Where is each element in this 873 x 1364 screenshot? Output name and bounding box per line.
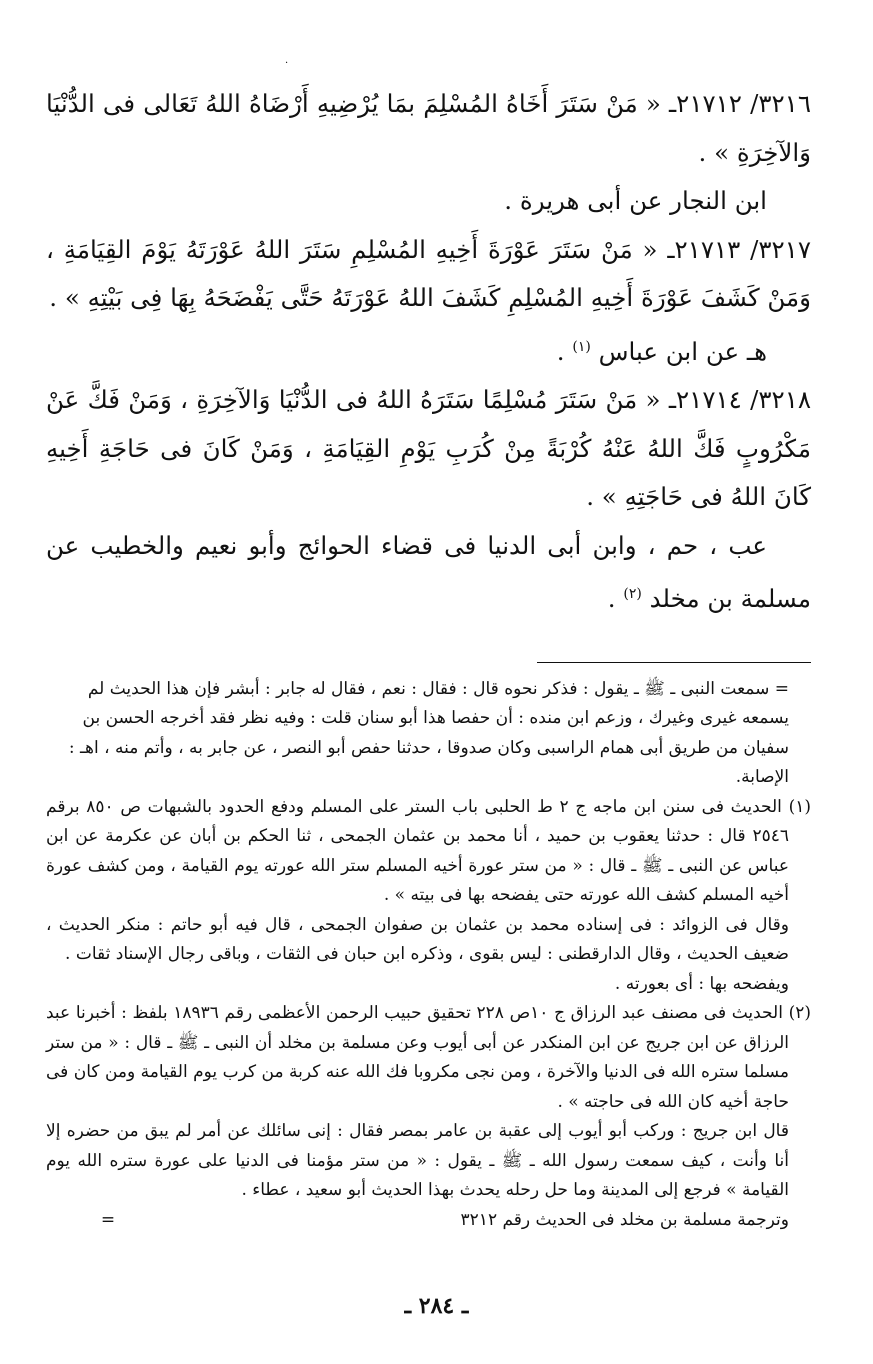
hadith-3216: [46, 80, 811, 226]
footnote-2-main: (٢) الحديث فى مصنف عبد الرزاق ج ١٠ص ٢٢٨ تحقيق حبيب الرحمن الأعظمى رقم ١٨٩٣٦ بلفظ : أخبرنا عبد الرزاق عن ابن جريج عن ابن المنكدر عن أبى أيوب وعن مسلمة بن مخلد أن النبى ـ ﷺ ـ قال : « من ستر مسلما ستره الله فى الدنيا والآخرة ، ومن نجى مكروبا فك الله عنه كربة من كرب يوم القيامة ومن كان فى حاجة أخيه كان الله فى حاجته » .: [46, 1003, 811, 1112]
hadith-source: [46, 323, 811, 377]
footnote-1-gloss: ويفضحه بها : أى بعورته .: [614, 973, 789, 994]
hadith-section: [46, 80, 811, 624]
footnote-1-main: (١) الحديث فى سنن ابن ماجه ج ٢ ط الحلبى باب الستر على المسلم ودفع الحدود بالشبهات ص ٨٥٠ برقم ٢٥٤٦ قال : حدثنا يعقوب بن حميد ، أنا محمد بن عثمان الجمحى ، ثنا الحكم بن أبان عن عكرمة عن ابن عباس عن النبى ـ ﷺ ـ قال : « من ستر عورة أخيه المسلم ستر الله عورته يوم القيامة ، ومن كشف عورة أخيه المسلم كشف الله عورته حتى يفضحه بها فى بيته » .: [46, 796, 811, 905]
hadith-source-text: عب ، حم ، وابن أبى الدنيا فى قضاء الحوائج وأبو نعيم والخطيب عن مسلمة بن مخلد: [46, 530, 811, 613]
footnotes: [46, 675, 811, 1236]
footnote-2-reference-text: وترجمة مسلمة بن مخلد فى الحديث رقم ٣٢١٢: [460, 1209, 789, 1230]
hadith-source: [46, 522, 811, 624]
footnote-continuation: = سمعت النبى ـ ﷺ ـ يقول : فذكر نحوه قال : فقال : نعم ، فقال له جابر : أبشر فإن هذا الحديث لم يسمعه غيرى وغيرك ، وزعم ابن منده : أن حفصا هذا أبو سنان قلت : وفيه نظر فقد أخرجه الحسن بن سفيان من طريق أبى همام الراسبى وكان صدوقا ، حدثنا حفص أبو النصر ، عن جابر به ، وأتم منه ، اهـ : الإصابة.: [68, 678, 789, 787]
hadith-text: ٣٢١٨/ ٢١٧١٤ـ « مَنْ سَتَرَ مُسْلِمًا سَتَرَهُ اللهُ فى الدُّنْيَا وَالآخِرَةِ ، وَمَنْ فَكَّ عَنْ مَكْرُوبٍ فَكَّ اللهُ عَنْهُ كُرْبَةً مِنْ كُرَبِ يَوْمِ القِيَامَةِ ، وَمَنْ كَانَ فى حَاجَةِ أَخِيهِ كَانَ اللهُ فى حَاجَتِهِ » .: [46, 385, 812, 511]
scan-speck: ·: [285, 58, 289, 69]
hadith-source-text: هـ عن ابن عباس: [598, 336, 767, 366]
footnote-2-reference: [46, 1206, 811, 1236]
hadith-3217: [46, 226, 811, 377]
footnote-1-zawaid: وقال فى الزوائد : فى إسناده محمد بن عثمان بن صفوان الجمحى ، قال فيه أبو حاتم : منكر الحديث ، ضعيف الحديث ، وقال الدارقطنى : ليس بقوى ، وذكره ابن حبان فى الثقات ، وباقى رجال الإسناد ثقات .: [46, 914, 789, 964]
hadith-text: ٣٢١٦/ ٢١٧١٢ـ « مَنْ سَتَرَ أَخَاهُ المُسْلِمَ بمَا يُرْضِيهِ أَرْضَاهُ اللهُ تَعَالى فى الدُّنْيَا وَالآخِرَةِ » .: [46, 89, 811, 167]
footnote-2-story: قال ابن جريج : وركب أبو أيوب إلى عقبة بن عامر بمصر فقال : إنى سائلك عن أمر لم يبق من حضره إلا أنا وأنت ، كيف سمعت رسول الله ـ ﷺ ـ يقول : « من ستر مؤمنا فى الدنيا على عورة ستره الله يوم القيامة » فرجع إلى المدينة وما حل رحله يحدث بهذا الحديث أبو سعيد ، عطاء .: [46, 1121, 789, 1200]
footnote-divider: [537, 662, 811, 663]
footnote-ref-2[interactable]: (٢): [623, 586, 642, 602]
hadith-3218: [46, 376, 811, 624]
continuation-mark: =: [100, 1209, 116, 1230]
page-number: ـ ٢٨٤ ـ: [404, 1293, 469, 1319]
hadith-source: ابن النجار عن أبى هريرة .: [504, 186, 767, 215]
hadith-text: ٣٢١٧/ ٢١٧١٣ـ « مَنْ سَتَرَ عَوْرَةَ أَخِيهِ المُسْلِمِ سَتَرَ اللهُ عَوْرَتَهُ يَوْمَ القِيَامَةِ ، وَمَنْ كَشَفَ عَوْرَةَ أَخِيهِ المُسْلِمِ كَشَفَ اللهُ عَوْرَتَهُ حَتَّى يَفْضَحَهُ بِهَا فِى بَيْتِهِ » .: [46, 234, 811, 312]
hadith-source-end: .: [556, 336, 565, 366]
hadith-source-end: .: [607, 584, 616, 613]
footnote-ref-1[interactable]: (١): [572, 338, 591, 355]
